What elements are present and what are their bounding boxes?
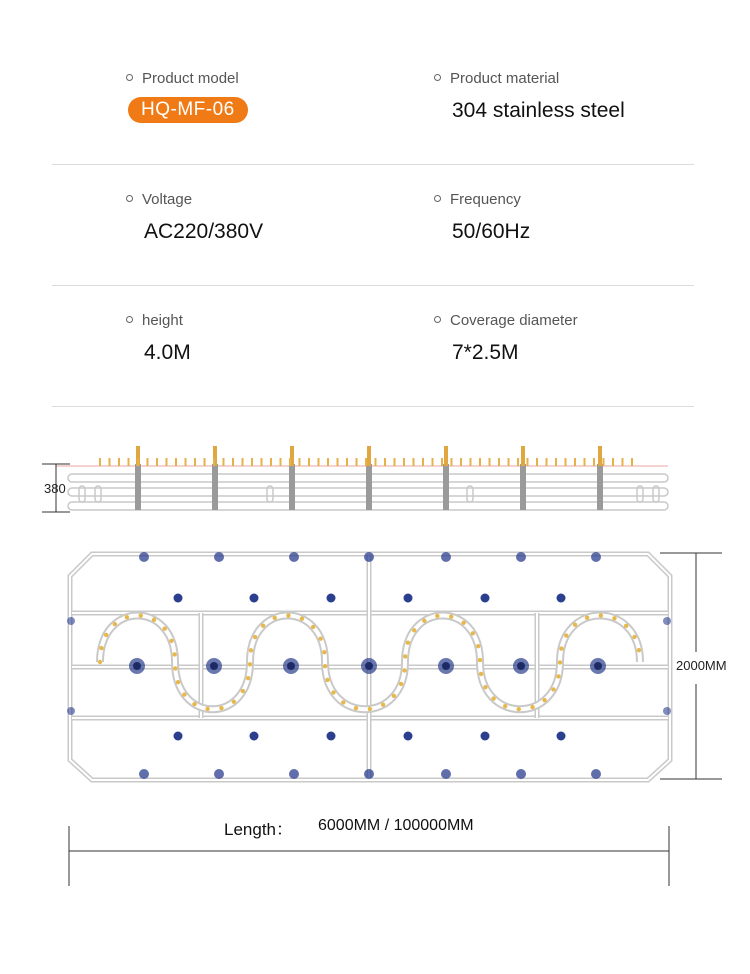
spec-label: Product material: [434, 70, 625, 87]
edge-nozzle: [214, 552, 224, 562]
spec-value: 7*2.5M: [452, 341, 519, 364]
wave-led: [139, 613, 143, 617]
spec-value: 304 stainless steel: [452, 99, 625, 122]
wave-led: [249, 648, 253, 652]
spec-coverage-diameter: [434, 312, 578, 365]
wave-led: [152, 618, 156, 622]
wave-led: [637, 648, 641, 652]
center-nozzle-core: [287, 662, 295, 670]
wave-led: [98, 660, 102, 664]
side-jets: [100, 446, 632, 466]
wave-led: [182, 692, 186, 696]
jet-nozzle: [174, 732, 183, 741]
wave-led: [558, 660, 562, 664]
wave-led: [461, 621, 465, 625]
wave-led: [311, 625, 315, 629]
spec-value: 4.0M: [144, 341, 191, 364]
side-jet: [444, 446, 448, 466]
wave-led: [392, 694, 396, 698]
wave-led: [573, 623, 577, 627]
jet-nozzle: [557, 732, 566, 741]
edge-nozzle: [591, 552, 601, 562]
center-nozzle-core: [210, 662, 218, 670]
side-height-dimension: 380: [44, 481, 66, 496]
jet-nozzle: [327, 732, 336, 741]
wave-led: [323, 664, 327, 668]
wave-led: [612, 616, 616, 620]
plan-view: [67, 552, 671, 780]
wave-led: [449, 614, 453, 618]
edge-nozzle: [591, 769, 601, 779]
wave-led: [556, 674, 560, 678]
side-view: [42, 446, 668, 512]
wave-led: [248, 662, 252, 666]
wave-led: [435, 614, 439, 618]
side-riser: [443, 464, 449, 510]
wave-led: [286, 613, 290, 617]
side-nozzle: [663, 617, 671, 625]
spec-voltage: [126, 191, 263, 244]
side-nozzle: [67, 617, 75, 625]
spec-label: Voltage: [126, 191, 263, 208]
wave-led: [624, 624, 628, 628]
center-nozzle-core: [594, 662, 602, 670]
wave-led: [192, 702, 196, 706]
wave-led: [422, 619, 426, 623]
side-riser: [366, 464, 372, 510]
wave-led: [169, 639, 173, 643]
wave-led: [491, 696, 495, 700]
wave-led: [331, 690, 335, 694]
wave-led: [99, 646, 103, 650]
wave-led: [253, 635, 257, 639]
spec-row-voltage: [52, 165, 694, 286]
length-label: Length：: [224, 820, 293, 839]
wave-led: [483, 685, 487, 689]
spec-label: Frequency: [434, 191, 530, 208]
wave-led: [551, 687, 555, 691]
wave-led: [381, 702, 385, 706]
jet-nozzle: [250, 594, 259, 603]
center-nozzle-core: [442, 662, 450, 670]
wave-led: [542, 698, 546, 702]
jet-nozzle: [404, 732, 413, 741]
edge-nozzle: [364, 769, 374, 779]
wave-led: [354, 706, 358, 710]
side-riser: [520, 464, 526, 510]
spec-product-model: [126, 70, 248, 123]
side-riser: [135, 464, 141, 510]
jet-nozzle: [327, 594, 336, 603]
wave-led: [176, 680, 180, 684]
wave-led: [530, 705, 534, 709]
jet-nozzle: [250, 732, 259, 741]
wave-led: [564, 633, 568, 637]
wave-led: [113, 622, 117, 626]
jet-nozzle: [404, 594, 413, 603]
wave-led: [403, 654, 407, 658]
side-nozzle: [663, 707, 671, 715]
wave-led: [412, 628, 416, 632]
edge-nozzle: [289, 552, 299, 562]
wave-led: [599, 613, 603, 617]
wave-led: [585, 616, 589, 620]
side-riser: [289, 464, 295, 510]
wave-led: [402, 668, 406, 672]
spec-product-material: [434, 70, 625, 123]
wave-led: [172, 652, 176, 656]
spec-grid: [52, 70, 694, 407]
center-nozzle-core: [133, 662, 141, 670]
side-jet: [598, 446, 602, 466]
wave-led: [241, 689, 245, 693]
width-dimension-label: 2000MM: [676, 658, 727, 673]
wave-led: [173, 666, 177, 670]
spec-label: height: [126, 312, 191, 329]
wave-led: [300, 617, 304, 621]
length-dimension: [69, 826, 669, 886]
length-value: 6000MM / 100000MM: [318, 817, 474, 834]
spec-value: 50/60Hz: [452, 220, 531, 243]
wave-led: [219, 706, 223, 710]
edge-nozzle: [441, 552, 451, 562]
wave-led: [232, 699, 236, 703]
side-risers: [79, 464, 659, 510]
center-nozzle-core: [365, 662, 373, 670]
jet-nozzle: [174, 594, 183, 603]
wave-led: [503, 704, 507, 708]
wave-led: [559, 646, 563, 650]
spec-row-height: [52, 286, 694, 407]
spec-label: Coverage diameter: [434, 312, 578, 329]
wave-led: [517, 707, 521, 711]
wave-led: [273, 616, 277, 620]
wave-led: [368, 707, 372, 711]
spec-height: [126, 312, 191, 365]
spec-frequency: [434, 191, 530, 244]
edge-nozzle: [289, 769, 299, 779]
wave-led: [125, 615, 129, 619]
spec-label: Product model: [126, 70, 248, 87]
jet-nozzle: [481, 594, 490, 603]
wave-led: [399, 682, 403, 686]
spec-value: AC220/380V: [144, 220, 264, 243]
wave-led: [632, 635, 636, 639]
wave-led: [205, 707, 209, 711]
side-riser: [212, 464, 218, 510]
wave-led: [406, 641, 410, 645]
wave-led: [261, 623, 265, 627]
wave-led: [162, 627, 166, 631]
model-badge: HQ-MF-06: [128, 97, 248, 123]
side-jet: [521, 446, 525, 466]
edge-nozzle: [516, 769, 526, 779]
edge-nozzle: [441, 769, 451, 779]
side-nozzle: [67, 707, 75, 715]
wave-led: [325, 678, 329, 682]
spec-row-model: [52, 70, 694, 165]
wave-led: [471, 631, 475, 635]
edge-nozzle: [139, 552, 149, 562]
wave-led: [341, 700, 345, 704]
side-riser: [597, 464, 603, 510]
jet-nozzle: [481, 732, 490, 741]
wave-led: [478, 658, 482, 662]
wave-led: [104, 633, 108, 637]
edge-nozzle: [214, 769, 224, 779]
wave-led: [479, 672, 483, 676]
jet-nozzle: [557, 594, 566, 603]
wave-led: [322, 650, 326, 654]
wave-led: [318, 637, 322, 641]
wave-led: [246, 676, 250, 680]
edge-nozzle: [516, 552, 526, 562]
wave-led: [476, 644, 480, 648]
center-nozzle-core: [517, 662, 525, 670]
edge-nozzle: [364, 552, 374, 562]
side-jet: [367, 446, 371, 466]
edge-nozzle: [139, 769, 149, 779]
